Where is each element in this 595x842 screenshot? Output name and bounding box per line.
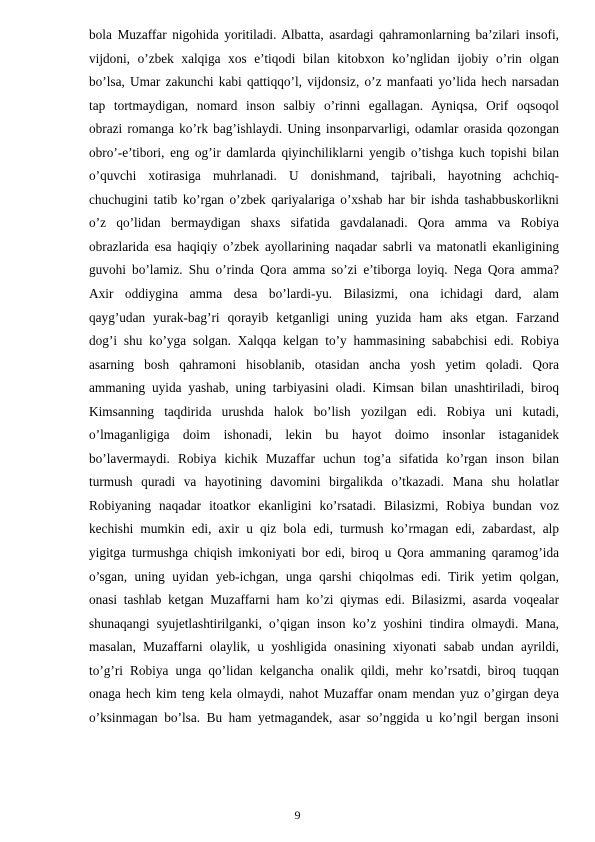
- text-line: obrazi romanga ko’rk bag’ishlaydi. Uning insonparvarligi, odamlar orasida qozongan: [89, 121, 559, 137]
- text-line: o’sgan, uning uyidan yeb-ichgan, unga qarshi chiqolmas edi. Tirik yetim qolgan,: [89, 568, 559, 584]
- text-line: o’quvchi xotirasiga muhrlanadi. U donishmand, tajribali, hayotning achchiq-: [89, 168, 559, 184]
- text-line: onaga hech kim teng kela olmaydi, nahot Muzaffar onam mendan yuz o’girgan deya: [89, 686, 559, 702]
- text-line: qayg’udan yurak-bag’ri qorayib ketganligi uning yuzida ham aks etgan. Farzand: [89, 309, 559, 325]
- text-line: obrazlarida esa haqiqiy o’zbek ayollarining naqadar sabrli va matonatli ekanligining: [89, 238, 559, 254]
- text-line: obro’-e’tibori, eng og’ir damlarda qiyinchiliklarni yengib o’tishga kuch topishi bilan: [89, 144, 559, 160]
- text-line: dog’i shu ko’yga solgan. Xalqqa kelgan to’y hammasining sababchisi edi. Robiya: [89, 333, 559, 349]
- text-line: yigitga turmushga chiqish imkoniyati bor edi, biroq u Qora ammaning qaramog’ida: [89, 545, 559, 561]
- text-line: Axir oddiygina amma desa bo’lardi-yu. Bilasizmi, ona ichidagi dard, alam: [89, 286, 559, 302]
- text-line: tap tortmaydigan, nomard inson salbiy o’rinni egallagan. Ayniqsa, Orif oqsoqol: [89, 97, 559, 113]
- text-line: chuchugini tatib ko’rgan o’zbek qariyalariga o’xshab har bir ishda tashabbuskorlikni: [89, 191, 559, 207]
- text-line: Kimsanning taqdirida urushda halok bo’lish yozilgan edi. Robiya uni kutadi,: [89, 403, 559, 419]
- page-number: 9: [294, 808, 301, 822]
- text-line: bo’lavermaydi. Robiya kichik Muzaffar uchun tog’a sifatida ko’rgan inson bilan: [89, 450, 559, 466]
- text-line: onasi tashlab ketgan Muzaffarni ham ko’zi qiymas edi. Bilasizmi, asarda voqealar: [89, 592, 559, 608]
- text-line: Robiyaning naqadar itoatkor ekanligini ko’rsatadi. Bilasizmi, Robiya bundan voz: [89, 497, 559, 513]
- text-line: ammaning uyida yashab, uning tarbiyasini oladi. Kimsan bilan unashtiriladi, biroq: [89, 380, 559, 396]
- text-line: guvohi bo’lamiz. Shu o’rinda Qora amma so’zi e’tiborga loyiq. Nega Qora amma?: [89, 262, 559, 278]
- text-line: turmush quradi va hayotining davomini birgalikda o’tkazadi. Mana shu holatlar: [89, 474, 559, 490]
- text-line: masalan, Muzaffarni olaylik, u yoshligida onasining xiyonati sabab undan ayrildi,: [89, 639, 559, 655]
- body-text: [89, 23, 559, 729]
- text-line: to’g’ri Robiya unga qo’lidan kelgancha onalik qildi, mehr ko’rsatdi, biroq tuqqan: [89, 662, 559, 678]
- text-line: bo’lsa, Umar zakunchi kabi qattiqqo’l, vijdonsiz, o’z manfaati yo’lida hech narsadan: [89, 74, 559, 90]
- text-line: asarning bosh qahramoni hisoblanib, otasidan ancha yosh yetim qoladi. Qora: [89, 356, 559, 372]
- text-line: o’z qo’lidan bermaydigan shaxs sifatida gavdalanadi. Qora amma va Robiya: [89, 215, 559, 231]
- text-line: o’lmaganligiga doim ishonadi, lekin bu hayot doimo insonlar istaganidek: [89, 427, 559, 443]
- text-line: o’ksinmagan bo’lsa. Bu ham yetmagandek, asar so’nggida u ko’ngil bergan insoni: [89, 709, 559, 725]
- text-line: shunaqangi syujetlashtirilganki, o’qigan inson ko’z yoshini tindira olmaydi. Mana,: [89, 615, 559, 631]
- text-line: bola Muzaffar nigohida yoritiladi. Albatta, asardagi qahramonlarning ba’zilari insofi,: [89, 27, 559, 42]
- text-line: vijdoni, o’zbek xalqiga xos e’tiqodi bilan kitobxon ko’nglidan ijobiy o’rin olgan: [89, 50, 559, 66]
- text-line: kechishi mumkin edi, axir u qiz bola edi, turmush ko’rmagan edi, zabardast, alp: [89, 521, 559, 537]
